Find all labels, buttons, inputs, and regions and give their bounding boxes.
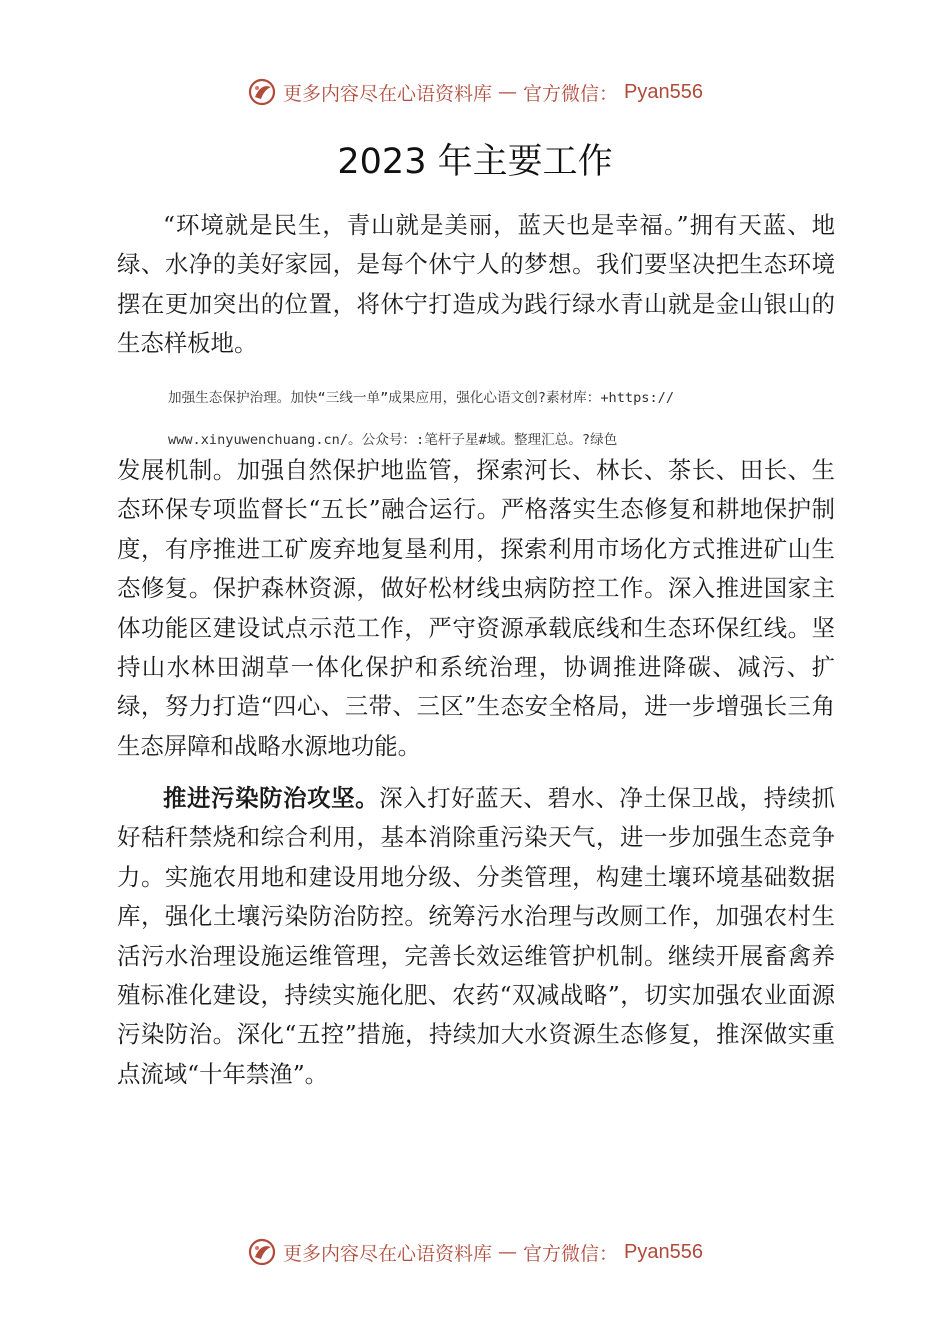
banner-separator: — [498,81,518,103]
pollution-paragraph-lead: 推进污染防治攻坚。 [163,784,380,812]
banner-wechat-label: 官方微信： [523,1242,619,1265]
intro-paragraph: “环境就是民生，青山就是美丽，蓝天也是幸福。”拥有天蓝、地绿、水净的美好家园，是每个休宁人的梦想。我们要坚决把生态环境摆在更加突出的位置，将休宁打造成为践行绿水青山就是金山银山的生态样板地。 [117,211,835,358]
watermark-line-1: 加强生态保护治理。加快“三线一单”成果应用，强化心语文创?素材库：+https:// [168,390,675,406]
pollution-paragraph [117,779,835,1094]
banner-separator: — [498,1241,518,1263]
banner-wechat-id: Pyan556 [624,1240,703,1263]
page-title: 2023 年主要工作 [337,142,613,182]
banner-wechat-label: 官方微信： [523,82,619,105]
banner-slogan: 更多内容尽在心语资料库 [283,1242,493,1265]
pollution-paragraph-body: 深入打好蓝天、碧水、净土保卫战，持续抓好秸秆禁烧和综合利用，基本消除重污染天气，进一步加强生态竞争力。实施农用地和建设用地分级、分类管理，构建土壤环境基础数据库，强化土壤污染防治防控。统筹污水治理与改厕工作，加强农村生活污水治理设施运维管理，完善长效运维管护机制。继续开展畜禽养殖标准化建设，持续实施化肥、农药“双减战略”，切实加强农业面源污染防治。深化“五控”措施，持续加大水资源生态修复，推深做实重点流域“十年禁渔”。 [117,784,835,1088]
header-banner [0,72,950,112]
ecology-paragraph: 发展机制。加强自然保护地监管，探索河长、林长、茶长、田长、生态环保专项监督长“五长”融合运行。严格落实生态修复和耕地保护制度，有序推进工矿废弃地复垦利用，探索利用市场化方式推进矿山生态修复。保护森林资源，做好松材线虫病防控工作。深入推进国家主体功能区建设试点示范工作，严守资源承载底线和生态环保红线。坚持山水林田湖草一体化保护和系统治理，协调推进降碳、减污、扩绿，努力打造“四心、三带、三区”生态安全格局，进一步增强长三角生态屏障和战略水源地功能。 [117,456,835,760]
banner-slogan: 更多内容尽在心语资料库 [283,82,493,105]
watermark-line-2: www.xinyuwenchuang.cn/。公众号：:笔杆子星#域。整理汇总。?绿色 [168,432,618,448]
brand-logo-icon [247,1237,277,1267]
footer-banner [0,1232,950,1272]
brand-logo-icon [247,77,277,107]
banner-wechat-id: Pyan556 [624,80,703,103]
